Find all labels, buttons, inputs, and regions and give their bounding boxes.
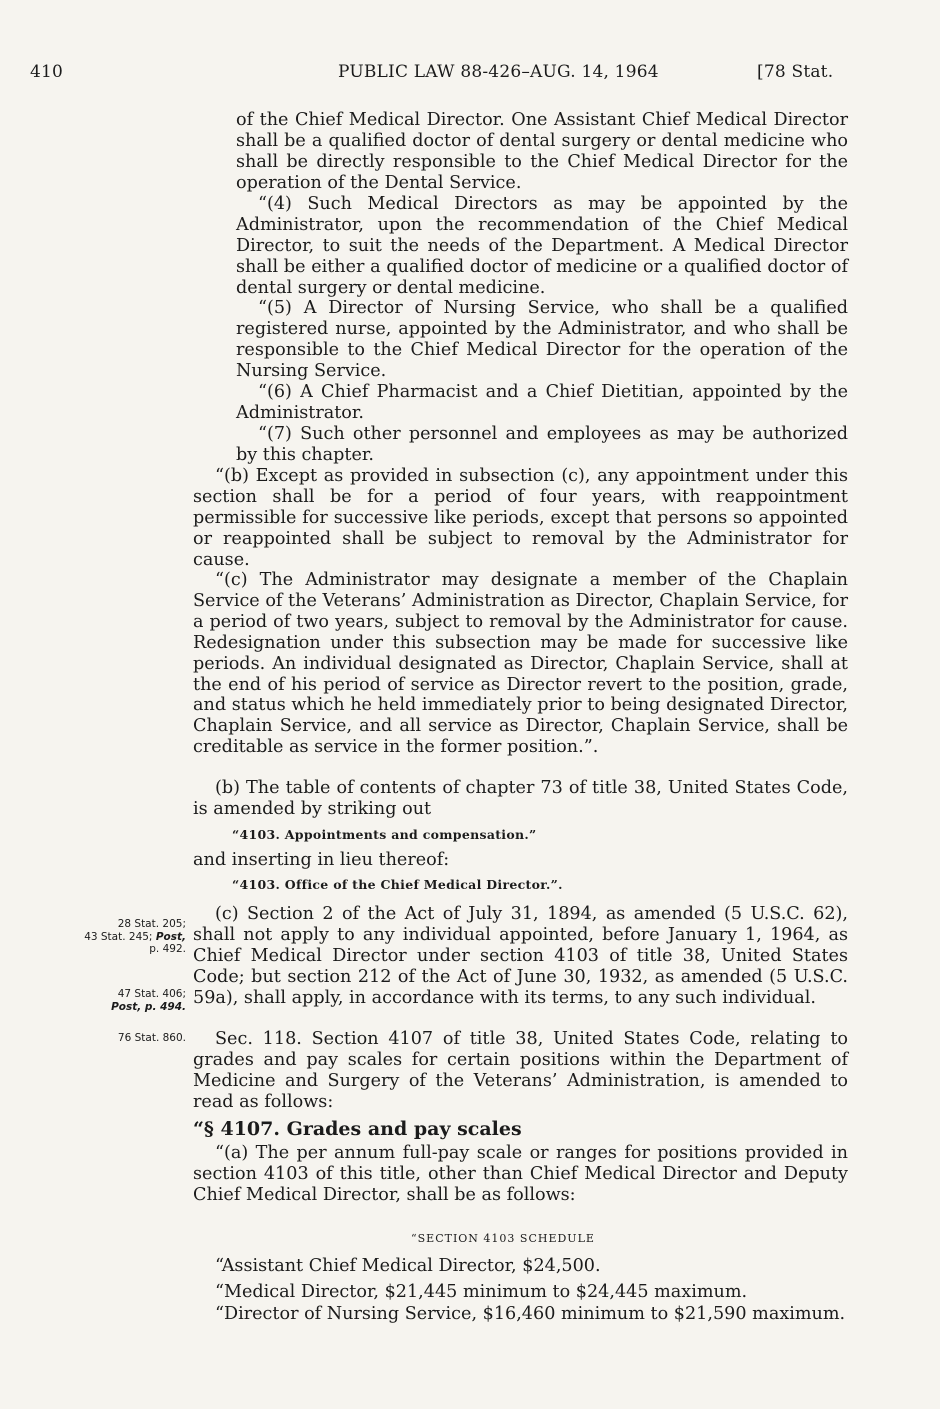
paragraph: “(c) The Administrator may designate a member of the Chaplain Service of the Veterans’ Administration as Director, Chaplain Service, for a period of two years, subject to removal by the Administrator for cause. Redesignation under this subsection may be made for successive like periods. An individual designated as Director, Chaplain Service, shall at the end of his period of service as Director revert to the position, grade, and status which he held immediately prior to being designated Director, Chaplain Service, and all service as Director, Chaplain Service, shall be creditable as service in the former position.”. [193, 570, 848, 758]
paragraph: (b) The table of contents of chapter 73 of title 38, United States Code, is amended by striking out [193, 778, 848, 819]
margin-note-line: 47 Stat. 406; [117, 988, 186, 1000]
schedule-line: “Assistant Chief Medical Director, $24,500. [215, 1256, 601, 1276]
running-title: PUBLIC LAW 88-426–AUG. 14, 1964 [338, 62, 659, 82]
schedule-line: “Director of Nursing Service, $16,460 minimum to $21,590 maximum. [215, 1304, 846, 1324]
paragraph: “(6) A Chief Pharmacist and a Chief Dietitian, appointed by the Administrator. [236, 382, 848, 423]
margin-note-text: 43 Stat. 245; [84, 930, 153, 943]
schedule-heading: “SECTION 4103 SCHEDULE [411, 1232, 595, 1245]
margin-note-line [36, 931, 186, 944]
paragraph: “(4) Such Medical Directors as may be appointed by the Administrator, upon the recommendation of the Chief Medical Director, to suit the needs of the Department. A Medical Director shall be either a qualified doctor of medicine or a qualified doctor of dental surgery or dental medicine. [236, 194, 848, 298]
section-paragraph: Sec. 118. Section 4107 of title 38, United States Code, relating to grades and pay scales for certain positions within the Department of Medicine and Surgery of the Veterans’ Administration, is amended to read as follows: [193, 1029, 848, 1112]
page-number: 410 [30, 62, 64, 82]
margin-note-line: p. 492. [149, 943, 186, 955]
margin-note-citation [36, 918, 186, 956]
section-heading: “§ 4107. Grades and pay scales [193, 1118, 522, 1140]
paragraph: “(b) Except as provided in subsection (c), any appointment under this section shall be for a period of four years, with reappointment permissible for successive like periods, except that persons so appointed or reappointed shall be subject to removal by the Administrator for cause. [193, 466, 848, 570]
paragraph: (c) Section 2 of the Act of July 31, 1894, as amended (5 U.S.C. 62), shall not apply to any individual appointed, before January 1, 1964, as Chief Medical Director under section 4103 of title 38, United States Code; but section 212 of the Act of June 30, 1932, as amended (5 U.S.C. 59a), shall apply, in accordance with its terms, to any such individual. [193, 904, 848, 1008]
paragraph: “(a) The per annum full-pay scale or ranges for positions provided in section 4103 of this title, other than Chief Medical Director and Deputy Chief Medical Director, shall be as follows: [193, 1143, 848, 1205]
margin-note-line: 28 Stat. 205; [117, 918, 186, 930]
margin-note-citation: 76 Stat. 860. [117, 1032, 186, 1044]
paragraph: “(5) A Director of Nursing Service, who shall be a qualified registered nurse, appointed by the Administrator, and who shall be responsible to the Chief Medical Director for the operation of the Nursing Service. [236, 298, 848, 381]
statute-volume: [78 Stat. [757, 62, 834, 82]
margin-note-citation [36, 988, 186, 1013]
toc-entry-old: “4103. Appointments and compensation.” [232, 827, 537, 842]
toc-entry-new: “4103. Office of the Chief Medical Director.”. [232, 877, 563, 892]
paragraph: and inserting in lieu thereof: [193, 850, 450, 870]
margin-note-text: Post, [155, 930, 186, 943]
schedule-line: “Medical Director, $21,445 minimum to $24,445 maximum. [215, 1282, 748, 1302]
paragraph: of the Chief Medical Director. One Assistant Chief Medical Director shall be a qualified doctor of dental surgery or dental medicine who shall be directly responsible to the Chief Medical Director for the operation of the Dental Service. [236, 110, 848, 193]
paragraph: “(7) Such other personnel and employees as may be authorized by this chapter. [236, 424, 848, 465]
margin-note-line: Post, p. 494. [111, 1000, 186, 1013]
